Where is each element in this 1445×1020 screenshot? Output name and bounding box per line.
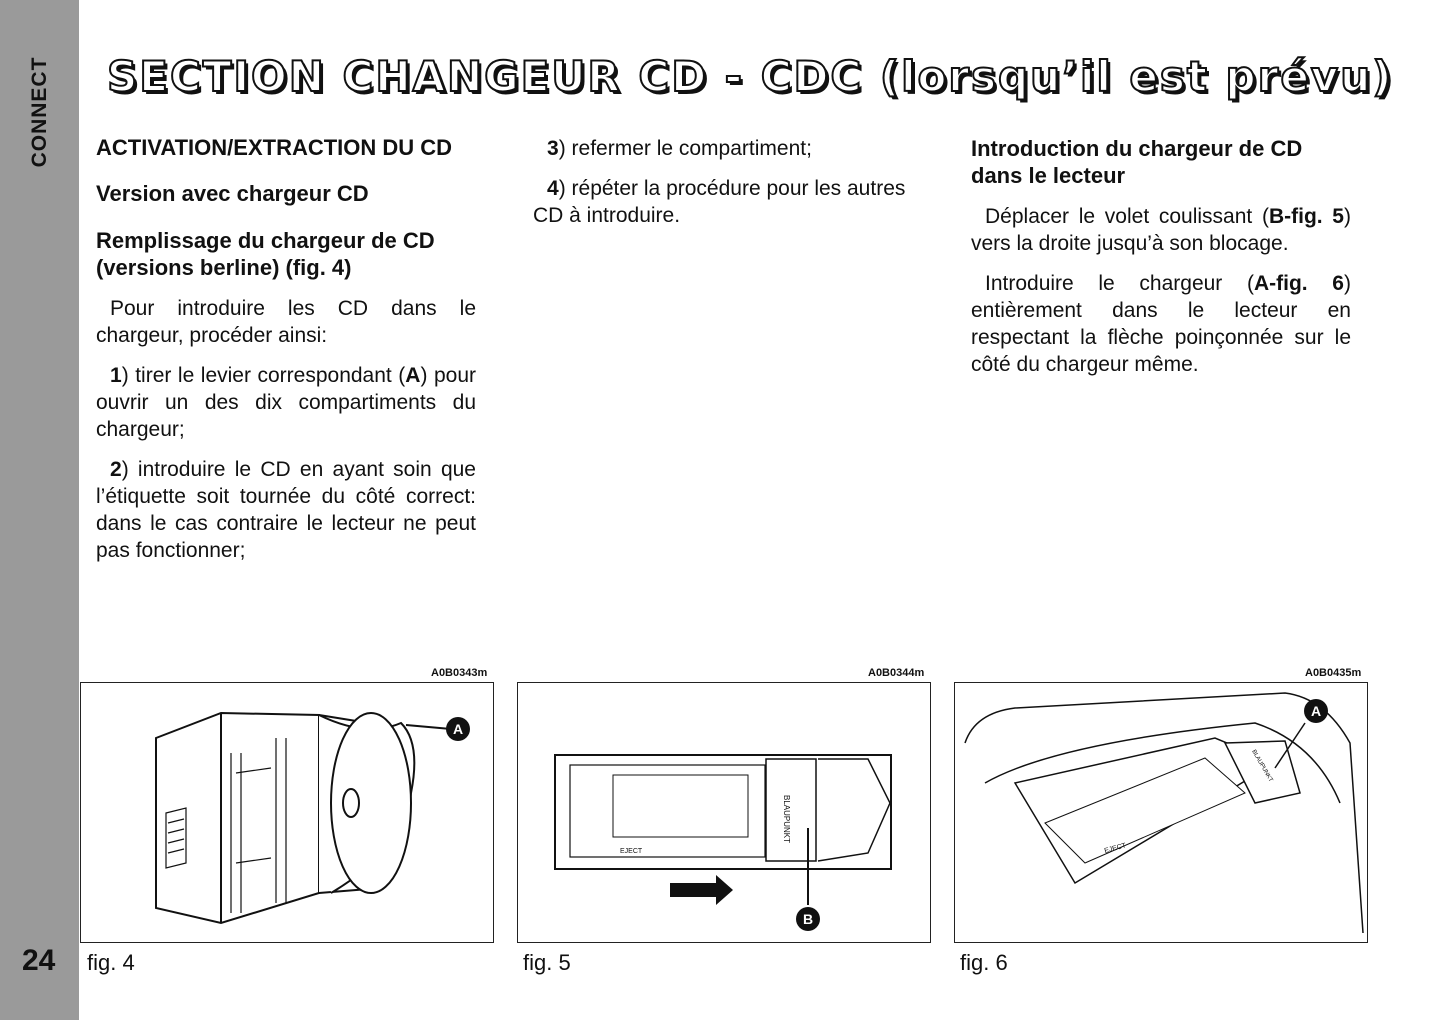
brand-label: BLAUPUNKT: [1250, 749, 1274, 784]
figure-6-caption: fig. 6: [960, 950, 1008, 975]
step-number: 1: [110, 364, 122, 387]
section-tab-label: CONNECT: [28, 56, 51, 168]
eject-label: EJECT: [1103, 842, 1127, 855]
page-title: SECTION CHANGEUR CD - CDC (lorsqu’il est prévu): [107, 52, 1394, 101]
column-1: [96, 134, 476, 577]
column-3: [971, 135, 1351, 391]
subheading-version: Version avec chargeur CD: [96, 181, 369, 206]
step-4: 4) répéter la procédure pour les autres CD à introduire.: [533, 177, 906, 227]
subheading-introduction: Introduction du chargeur de CD dans le lecteur: [971, 136, 1303, 188]
column-2: [533, 135, 918, 242]
callout-a: A: [452, 721, 464, 737]
callout-b: B: [802, 911, 814, 927]
eject-label: EJECT: [620, 848, 643, 855]
figure-6-dashboard-illustration: [954, 682, 1368, 943]
step-number: 2: [110, 458, 122, 481]
ref-b-fig5: B-fig. 5: [1268, 205, 1344, 228]
cd-magazine-drawing: [81, 683, 493, 942]
paragraph-volet: Déplacer le volet coulissant (B-fig. 5) vers la droite jusqu’à son blocage.: [971, 205, 1351, 255]
ref-a: A: [405, 364, 421, 387]
paragraph-chargeur: Introduire le chargeur (A-fig. 6) entièrement dans le lecteur en respectant la flèche poinçonnée sur le côté du chargeur même.: [971, 272, 1351, 376]
step-3: 3) refermer le compartiment;: [547, 137, 812, 160]
page-number: 24: [22, 944, 56, 977]
callout-a: A: [1310, 703, 1322, 719]
intro-paragraph: Pour introduire les CD dans le chargeur, procéder ainsi:: [96, 297, 476, 347]
brand-label: BLAUPUNKT: [782, 795, 791, 844]
arrow-right-icon: [670, 875, 733, 905]
dashboard-drawing: [955, 683, 1367, 942]
figure-5-caption: fig. 5: [523, 950, 571, 975]
figure-5-code: A0B0344m: [868, 667, 925, 679]
cd-player-drawing: [518, 683, 930, 942]
ref-a-fig6: A-fig. 6: [1253, 272, 1344, 295]
section-heading: ACTIVATION/EXTRACTION DU CD: [96, 135, 453, 160]
step-number: 4: [547, 177, 559, 200]
step-number: 3: [547, 137, 559, 160]
step-2: 2) introduire le CD en ayant soin que l’étiquette soit tournée du côté correct: dans le cas contraire le lecteur ne peut pas fonctionner;: [96, 458, 476, 562]
subheading-remplissage: Remplissage du chargeur de CD (versions berline) (fig. 4): [96, 228, 435, 280]
figure-6-code: A0B0435m: [1305, 667, 1362, 679]
step-1: 1) tirer le levier correspondant (A) pour ouvrir un des dix compartiments du chargeur;: [96, 364, 477, 441]
figure-5-cd-player-illustration: [517, 682, 931, 943]
figure-4-caption: fig. 4: [87, 950, 135, 975]
figure-4-code: A0B0343m: [431, 667, 488, 679]
figure-4-cd-magazine-illustration: [80, 682, 494, 943]
